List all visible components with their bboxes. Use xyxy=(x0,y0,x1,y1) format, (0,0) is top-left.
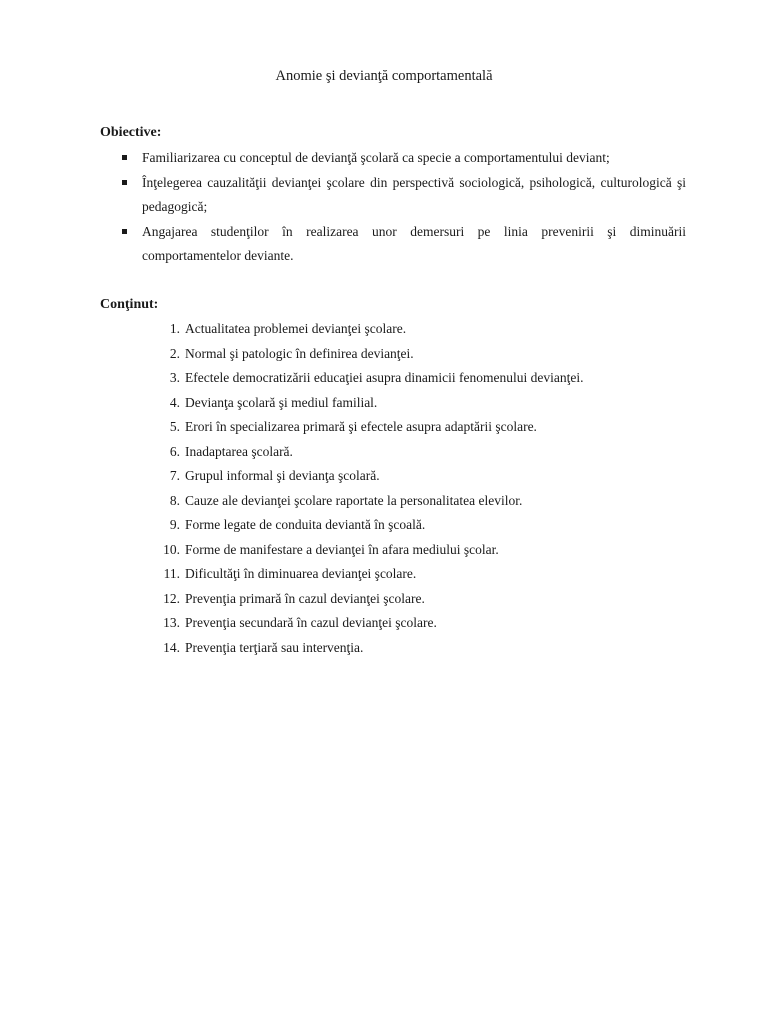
item-number: 9. xyxy=(169,517,180,532)
list-item xyxy=(150,366,690,391)
item-text: Inadaptarea şcolară. xyxy=(185,443,293,459)
item-text: Prevenţia terţiară sau intervenţia. xyxy=(185,639,364,655)
item-number: 7. xyxy=(169,468,180,483)
bullet-square-icon xyxy=(122,155,127,160)
list-item xyxy=(150,342,690,367)
item-text: Prevenţia primară în cazul devianţei şcolare. xyxy=(185,590,425,606)
list-item xyxy=(150,538,690,563)
item-text: Grupul informal şi devianţa şcolară. xyxy=(185,468,380,483)
bullet-square-icon xyxy=(122,229,127,234)
list-item xyxy=(150,391,690,416)
item-number: 11. xyxy=(163,566,180,581)
bullet-square-icon xyxy=(122,180,127,185)
objective-text: Angajarea studenţilor în realizarea unor demersuri pe linia prevenirii şi diminuării comportamentelor deviante. xyxy=(142,223,686,263)
item-text: Normal şi patologic în definirea devianţei. xyxy=(185,345,414,361)
item-number: 3. xyxy=(169,370,180,385)
objective-text: Familiarizarea cu conceptul de devianţă şcolară ca specie a comportamentului deviant; xyxy=(142,150,610,165)
objectives-heading: Obiective: xyxy=(100,125,162,140)
item-text: Forme de manifestare a devianţei în afara mediului şcolar. xyxy=(185,541,499,557)
item-number: 13. xyxy=(163,615,180,630)
objective-item xyxy=(100,171,686,220)
document-title: Anomie şi devianţă comportamentală xyxy=(275,68,493,84)
content-heading: Conţinut: xyxy=(100,297,159,312)
list-item xyxy=(150,415,690,440)
objective-item xyxy=(100,146,686,171)
list-item xyxy=(150,636,690,661)
item-number: 14. xyxy=(163,639,180,655)
item-text: Devianţa şcolară şi mediul familial. xyxy=(185,394,378,410)
item-text: Erori în specializarea primară şi efectele asupra adaptării şcolare. xyxy=(185,419,537,434)
list-item xyxy=(150,587,690,612)
item-number: 1. xyxy=(169,321,180,336)
list-item xyxy=(150,440,690,465)
list-item xyxy=(150,513,690,538)
objective-text: Înţelegerea cauzalităţii devianţei şcolare din perspectivă sociologică, psihologică, culturologică şi pedagogică; xyxy=(142,174,686,214)
item-text: Efectele democratizării educaţiei asupra dinamicii fenomenului devianţei. xyxy=(185,370,584,385)
item-number: 6. xyxy=(169,443,180,459)
item-number: 5. xyxy=(169,419,180,434)
item-number: 10. xyxy=(163,541,180,557)
item-text: Prevenţia secundară în cazul devianţei şcolare. xyxy=(185,615,437,630)
item-number: 8. xyxy=(169,492,180,508)
list-item xyxy=(150,464,690,489)
item-number: 2. xyxy=(169,345,180,361)
content-list xyxy=(150,317,690,660)
objectives-list xyxy=(100,146,686,269)
list-item xyxy=(150,317,690,342)
list-item xyxy=(150,611,690,636)
objective-item xyxy=(100,220,686,269)
item-text: Forme legate de conduita deviantă în şcoală. xyxy=(185,517,426,532)
list-item xyxy=(150,562,690,587)
item-text: Dificultăţi în diminuarea devianţei şcolare. xyxy=(185,566,417,581)
list-item xyxy=(150,489,690,514)
item-number: 12. xyxy=(163,590,180,606)
item-text: Cauze ale devianţei şcolare raportate la personalitatea elevilor. xyxy=(185,492,523,508)
item-number: 4. xyxy=(169,394,180,410)
item-text: Actualitatea problemei devianţei şcolare. xyxy=(185,321,407,336)
